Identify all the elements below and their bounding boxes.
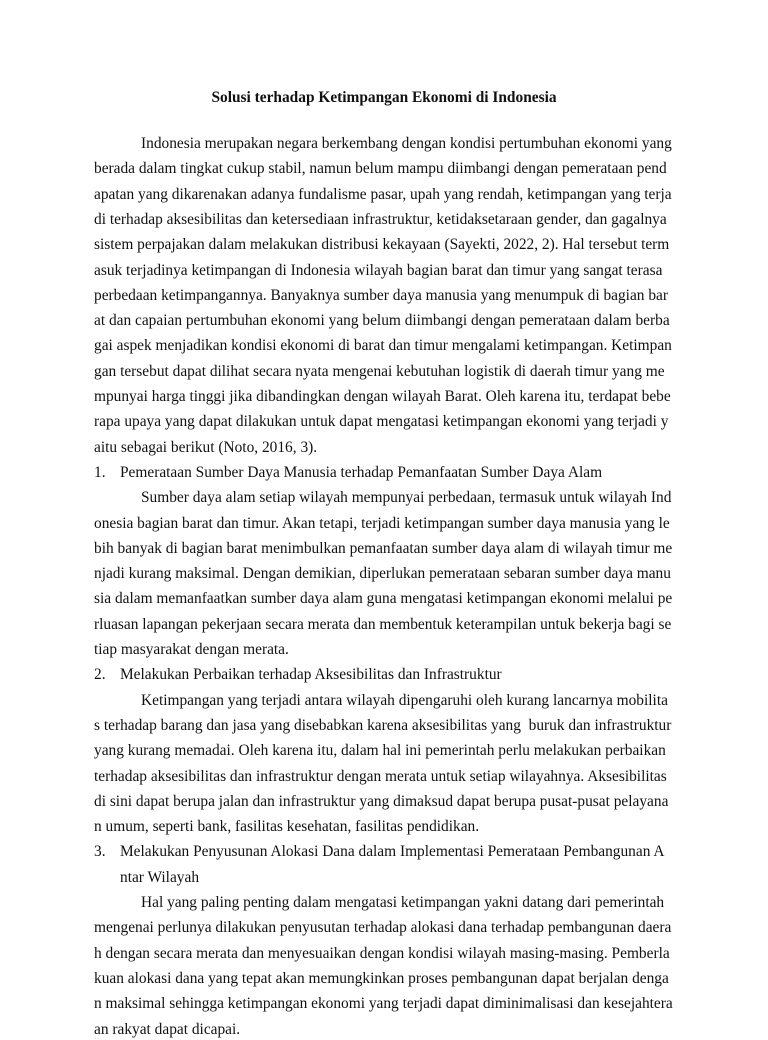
intro-paragraph-line: perbedaan ketimpangannya. Banyaknya sumber daya manusia yang menumpuk di bagian bar xyxy=(94,286,668,304)
section-heading-text: Pemerataan Sumber Daya Manusia terhadap Pemanfaatan Sumber Daya Alam xyxy=(120,463,603,481)
section-heading-line xyxy=(94,665,502,685)
intro-paragraph-line: at dan capaian pertumbuhan ekonomi yang belum diimbangi dengan pemerataan dalam berba xyxy=(94,312,670,330)
intro-paragraph-line: rapa upaya yang dapat dilakukan untuk dapat mengatasi ketimpangan ekonomi yang terjadi y xyxy=(94,413,669,431)
section-heading-line xyxy=(94,842,665,862)
intro-paragraph-line: berada dalam tingkat cukup stabil, namun belum mampu diimbangi dengan pemerataan pend xyxy=(94,160,667,178)
intro-paragraph-line: aitu sebagai berikut (Noto, 2016, 3). xyxy=(94,438,318,456)
section-body-line: n maksimal sehingga ketimpangan ekonomi yang terjadi dapat diminimalisasi dan kesejahtera xyxy=(94,995,673,1013)
intro-paragraph-line: Indonesia merupakan negara berkembang dengan kondisi pertumbuhan ekonomi yang xyxy=(141,135,672,152)
section-body-line: s terhadap barang dan jasa yang disebabkan karena aksesibilitas yang buruk dan infrastruktur xyxy=(94,716,672,734)
section-heading-text: ntar Wilayah xyxy=(120,868,200,886)
section-body-line: njadi kurang maksimal. Dengan demikian, diperlukan pemerataan sebaran sumber daya manu xyxy=(94,565,671,583)
section-body-line: Sumber daya alam setiap wilayah mempunyai perbedaan, termasuk untuk wilayah Ind xyxy=(141,489,672,507)
section-body-line: an rakyat dapat dicapai. xyxy=(94,1020,241,1038)
intro-paragraph-line: gai aspek menjadikan kondisi ekonomi di barat dan timur mengalami ketimpangan. Ketimpan xyxy=(94,337,672,355)
intro-paragraph-line: sistem perpajakan dalam melakukan distribusi kekayaan (Sayekti, 2022, 2). Hal tersebut term xyxy=(94,236,670,254)
section-body-line: Hal yang paling penting dalam mengatasi ketimpangan yakni datang dari pemerintah xyxy=(141,894,665,911)
section-body-line: tiap masyarakat dengan merata. xyxy=(94,641,289,658)
section-heading-line xyxy=(94,463,602,483)
section-body-line: terhadap aksesibilitas dan infrastruktur dengan merata untuk setiap wilayahnya. Aksesibilitas xyxy=(94,767,667,785)
section-body-line: bih banyak di bagian barat menimbulkan pemanfaatan sumber daya alam di wilayah timur me xyxy=(94,539,673,557)
document-title: Solusi terhadap Ketimpangan Ekonomi di Indonesia xyxy=(211,89,557,106)
section-body-line: sia dalam memanfaatkan sumber daya alam guna mengatasi ketimpangan ekonomi melalui pe xyxy=(94,590,673,608)
intro-paragraph-line: asuk terjadinya ketimpangan di Indonesia wilayah bagian barat dan timur yang sangat terasa xyxy=(94,261,663,279)
section-body-line: kuan alokasi dana yang tepat akan memungkinkan proses pembangunan dapat berjalan denga xyxy=(94,969,669,987)
intro-paragraph-line: gan tersebut dapat dilihat secara nyata mengenai kebutuhan logistik di daerah timur yang me xyxy=(94,362,665,380)
section-body-line: h dengan secara merata dan menyesuaikan dengan kondisi wilayah masing-masing. Pemberla xyxy=(94,944,670,962)
section-body-line: rluasan lapangan pekerjaan secara merata dan membentuk keterampilan untuk bekerja bagi se xyxy=(94,615,672,633)
section-body-line: Ketimpangan yang terjadi antara wilayah dipengaruhi oleh kurang lancarnya mobilita xyxy=(141,691,668,709)
section-heading-text: Melakukan Perbaikan terhadap Aksesibilitas dan Infrastruktur xyxy=(120,666,502,684)
section-body-line: di sini dapat berupa jalan dan infrastruktur yang dimaksud dapat berupa pusat-pusat pelayana xyxy=(94,792,669,810)
section-number: 3. xyxy=(94,843,106,861)
section-body-line: onesia bagian barat dan timur. Akan tetapi, terjadi ketimpangan sumber daya manusia yang le xyxy=(94,514,670,532)
section-body-line: yang kurang memadai. Oleh karena itu, dalam hal ini pemerintah perlu melakukan perbaikan xyxy=(94,742,666,760)
section-heading-text: Melakukan Penyusunan Alokasi Dana dalam Implementasi Pemerataan Pembangunan A xyxy=(120,843,665,861)
section-number: 1. xyxy=(94,463,106,481)
section-number: 2. xyxy=(94,666,106,684)
intro-paragraph-line: di terhadap aksesibilitas dan ketersediaan infrastruktur, ketidaksetaraan gender, dan gagalnya xyxy=(94,210,667,228)
section-body-line: mengenai perlunya dilakukan penyusutan terhadap alokasi dana terhadap pembangunan daera xyxy=(94,919,672,937)
intro-paragraph-line: apatan yang dikarenakan adanya fundalisme pasar, upah yang rendah, ketimpangan yang terja xyxy=(94,185,672,203)
section-body-line: n umum, seperti bank, fasilitas kesehatan, fasilitas pendidikan. xyxy=(94,818,480,836)
intro-paragraph-line: mpunyai harga tinggi jika dibandingkan dengan wilayah Barat. Oleh karena itu, terdapat bebe xyxy=(94,388,671,405)
section-heading-line xyxy=(94,868,199,888)
